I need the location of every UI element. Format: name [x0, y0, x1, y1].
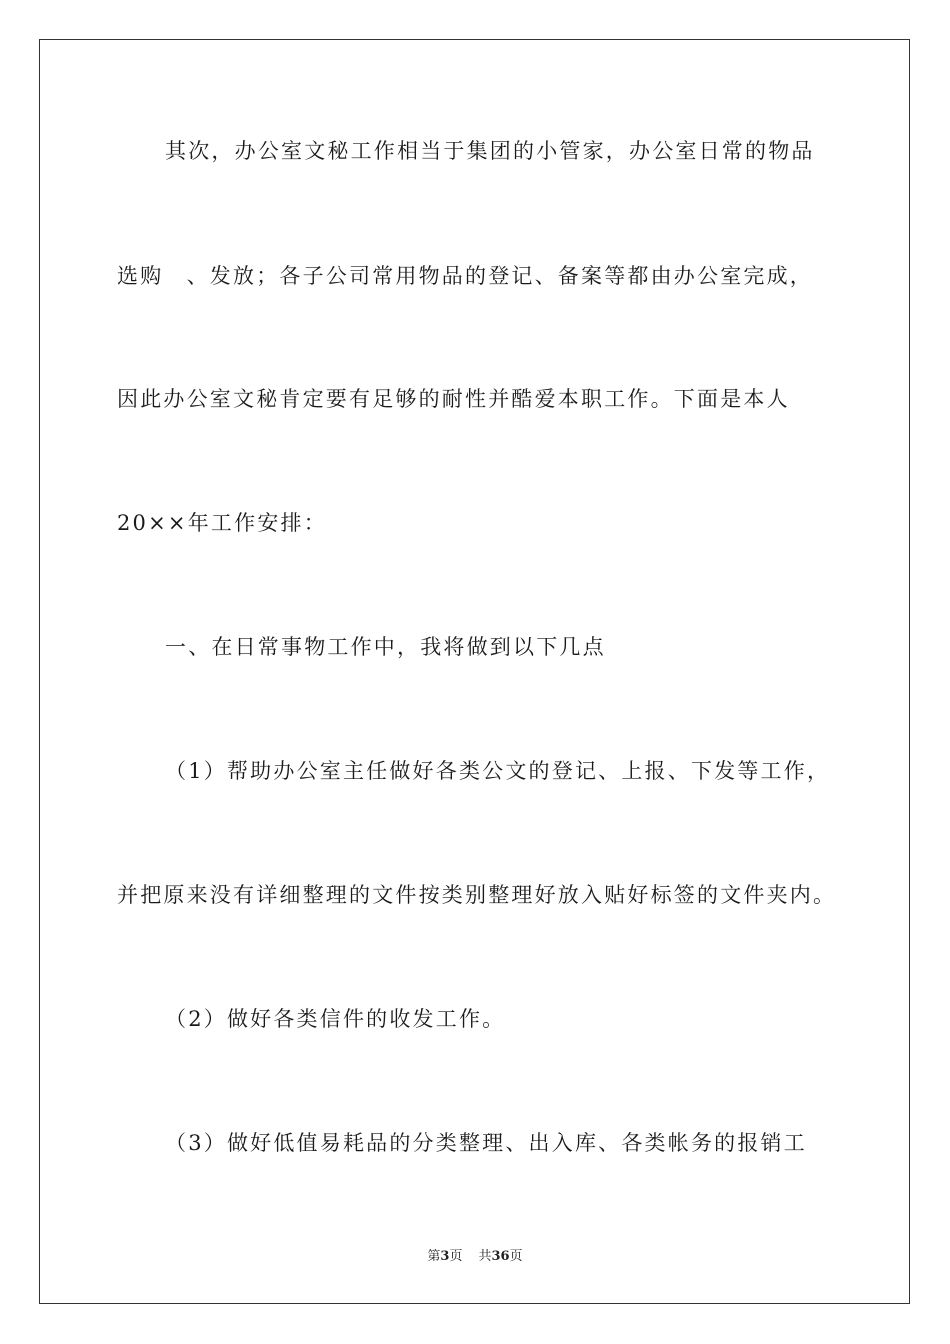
page-prefix: 第: [427, 1249, 441, 1264]
section-heading: 一、在日常事物工作中，我将做到以下几点: [165, 635, 606, 659]
total-pages: 36: [491, 1249, 510, 1264]
paragraph-line-1: 其次，办公室文秘工作相当于集团的小管家，办公室日常的物品: [165, 139, 815, 163]
item-3-line-1: （3）做好低值易耗品的分类整理、出入库、各类帐务的报销工: [165, 1131, 807, 1155]
paragraph-line-3: 因此办公室文秘肯定要有足够的耐性并酷爱本职工作。下面是本人: [117, 387, 790, 411]
page-number: 3: [440, 1249, 450, 1264]
page-border: [39, 39, 910, 1304]
total-suffix: 页: [509, 1249, 523, 1264]
item-2: （2）做好各类信件的收发工作。: [165, 1007, 506, 1031]
paragraph-line-2: 选购 、发放；各子公司常用物品的登记、备案等都由办公室完成，: [117, 264, 813, 288]
page-footer: [0, 1249, 950, 1265]
item-1-line-1: （1）帮助办公室主任做好各类公文的登记、上报、下发等工作，: [165, 759, 831, 783]
item-1-line-2: 并把原来没有详细整理的文件按类别整理好放入贴好标签的文件夹内。: [117, 883, 837, 907]
total-prefix: 共: [478, 1249, 492, 1264]
paragraph-line-4: 20××年工作安排：: [117, 511, 327, 535]
page-suffix: 页: [449, 1249, 463, 1264]
